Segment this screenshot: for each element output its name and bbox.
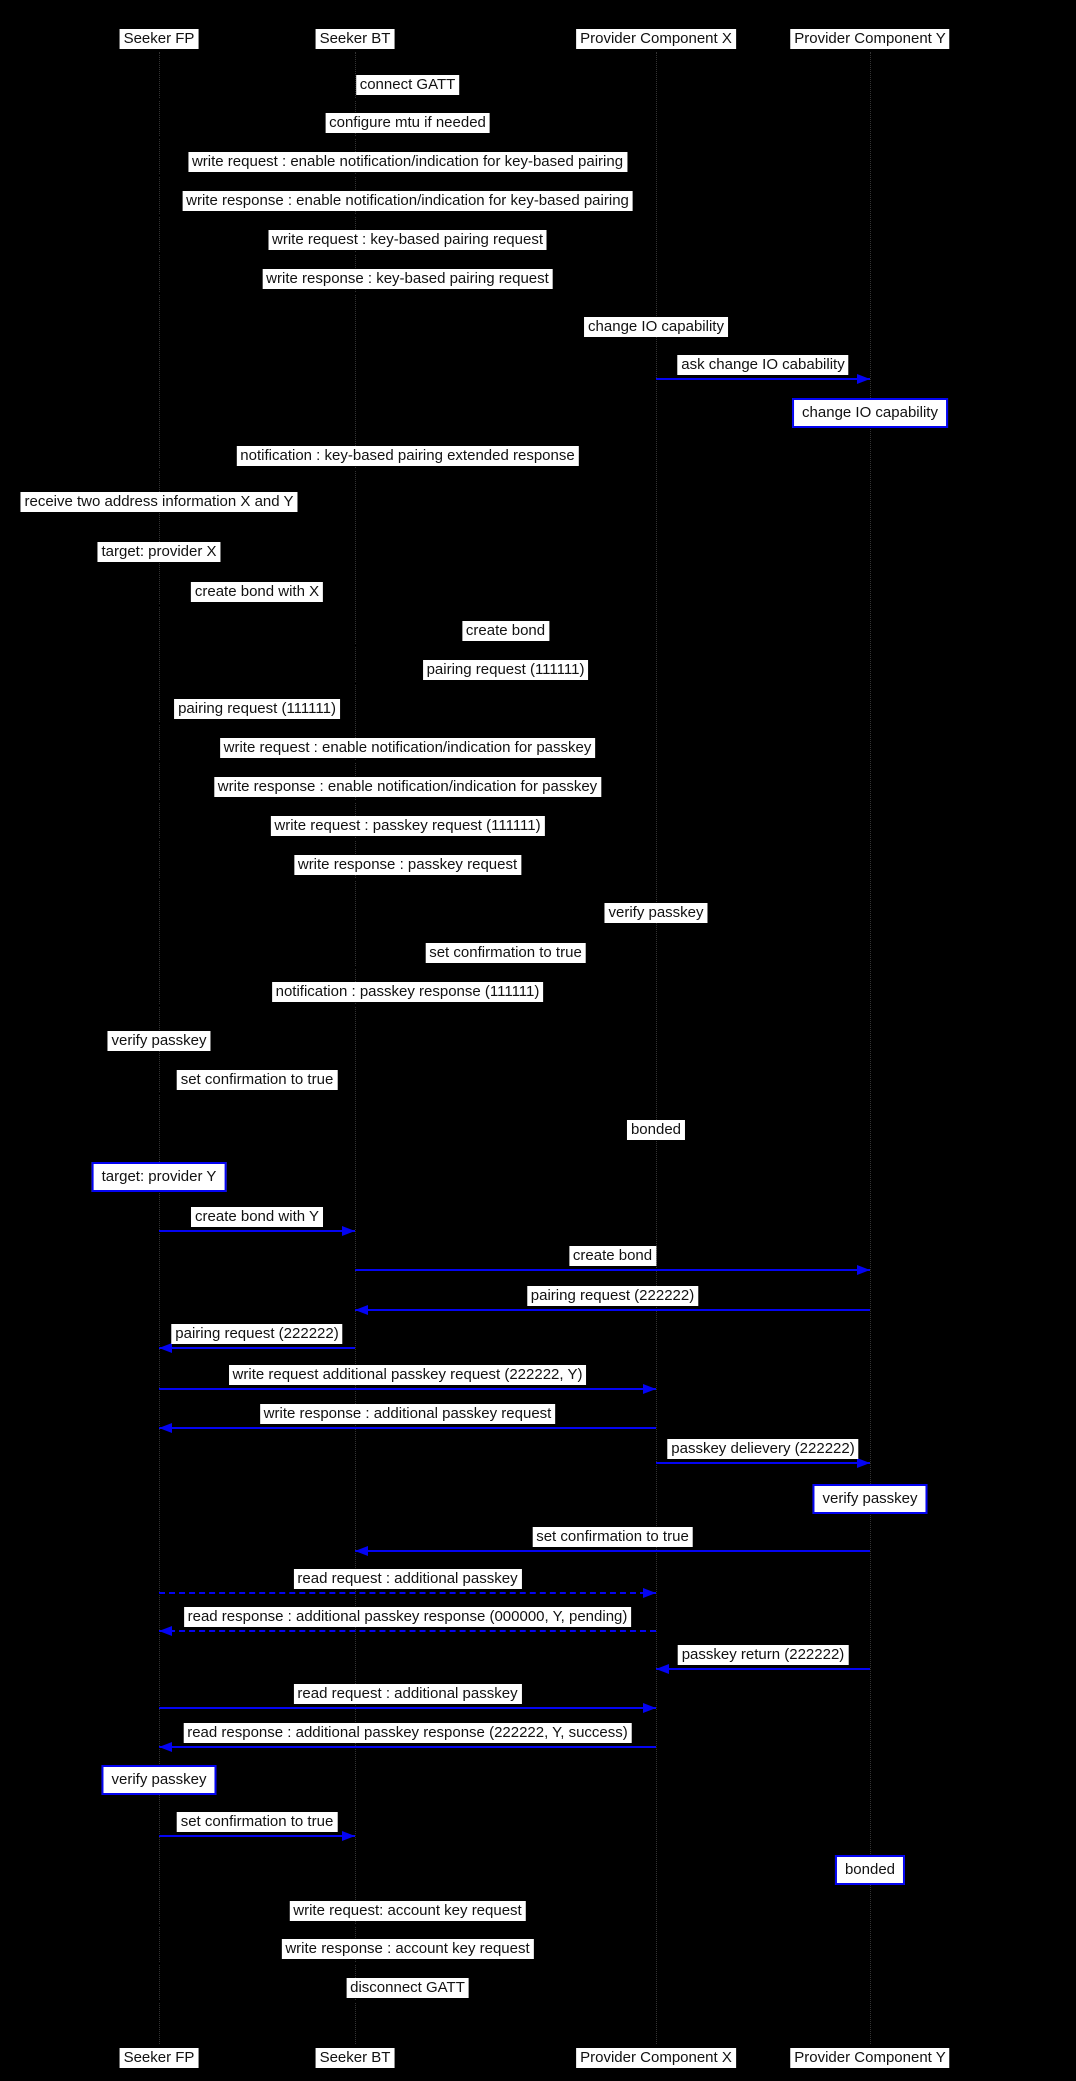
participant-bottom-provider_x: Provider Component X	[576, 2048, 736, 2068]
message-arrow-line	[159, 469, 656, 471]
message-arrowhead	[643, 249, 656, 259]
message-arrowhead	[643, 1588, 656, 1598]
message-label: write request: account key request	[289, 1901, 525, 1921]
message-label: pairing request (222222)	[527, 1286, 698, 1306]
message-label: write request additional passkey request (222222, Y)	[229, 1365, 587, 1385]
message-arrow-line	[159, 839, 656, 841]
message-arrow-line	[355, 1309, 870, 1311]
message-arrowhead	[159, 874, 172, 884]
message-arrow-line	[159, 214, 656, 216]
message-arrow-line	[159, 1005, 656, 1007]
participant-bottom-provider_y: Provider Component Y	[790, 2048, 949, 2068]
message-arrowhead	[159, 1001, 172, 1011]
message-label: set confirmation to true	[532, 1527, 693, 1547]
message-arrowhead	[857, 1458, 870, 1468]
lifeline-provider_y	[870, 52, 871, 2044]
note-box: bonded	[835, 1855, 905, 1885]
message-label: write request : passkey request (111111)	[270, 816, 544, 836]
message-label: write request : enable notification/indication for passkey	[220, 738, 596, 758]
message-arrow-line	[159, 761, 656, 763]
message-arrowhead	[355, 1546, 368, 1556]
message-arrow-line	[656, 378, 870, 380]
message-label: create bond	[462, 621, 549, 641]
message-label: pairing request (111111)	[174, 699, 340, 719]
self-message-label: receive two address information X and Y	[20, 492, 297, 512]
message-arrowhead	[159, 1343, 172, 1353]
message-label: configure mtu if needed	[325, 113, 490, 133]
message-arrow-line	[355, 1269, 870, 1271]
message-label: write response : enable notification/indication for key-based pairing	[182, 191, 633, 211]
message-label: passkey delievery (222222)	[667, 1439, 858, 1459]
message-arrow-line	[355, 644, 656, 646]
message-label: create bond with X	[191, 582, 323, 602]
message-label: connect GATT	[356, 75, 460, 95]
message-arrowhead	[342, 1226, 355, 1236]
message-arrow-line	[159, 722, 355, 724]
message-arrow-line	[159, 1924, 656, 1926]
message-label: passkey return (222222)	[678, 1645, 849, 1665]
message-label: read request : additional passkey	[293, 1569, 521, 1589]
message-arrowhead	[159, 1423, 172, 1433]
message-arrowhead	[643, 1997, 656, 2007]
message-label: notification : key-based pairing extended response	[236, 446, 578, 466]
message-arrowhead	[643, 1703, 656, 1713]
message-arrow-line	[159, 1427, 656, 1429]
message-label: disconnect GATT	[346, 1978, 469, 1998]
message-label: write response : additional passkey request	[260, 1404, 556, 1424]
message-label: set confirmation to true	[177, 1812, 338, 1832]
message-arrow-line	[159, 1962, 656, 1964]
message-label: read request : additional passkey	[293, 1684, 521, 1704]
self-message-label: change IO capability	[584, 317, 728, 337]
participant-bottom-seeker_bt: Seeker BT	[316, 2048, 395, 2068]
message-label: create bond with Y	[191, 1207, 323, 1227]
message-arrowhead	[643, 835, 656, 845]
message-label: pairing request (111111)	[423, 660, 589, 680]
participant-top-provider_x: Provider Component X	[576, 29, 736, 49]
message-arrow-line	[159, 1093, 355, 1095]
message-arrow-line	[159, 136, 656, 138]
message-arrow-line	[159, 878, 656, 880]
message-arrow-line	[159, 1347, 355, 1349]
message-arrowhead	[159, 210, 172, 220]
message-arrow-line	[656, 1462, 870, 1464]
message-arrowhead	[355, 679, 368, 689]
note-box: target: provider Y	[92, 1162, 227, 1192]
self-message-label: verify passkey	[604, 903, 707, 923]
message-label: write response : passkey request	[294, 855, 521, 875]
message-arrowhead	[643, 757, 656, 767]
message-arrow-line	[159, 175, 656, 177]
message-arrowhead	[159, 1958, 172, 1968]
message-label: pairing request (222222)	[171, 1324, 342, 1344]
message-arrow-line	[159, 1388, 656, 1390]
message-arrow-line	[159, 253, 656, 255]
message-arrowhead	[159, 1626, 172, 1636]
self-message-label: verify passkey	[107, 1031, 210, 1051]
message-arrow-line	[159, 1230, 355, 1232]
message-arrowhead	[159, 465, 172, 475]
message-arrowhead	[159, 718, 172, 728]
message-arrow-line	[159, 292, 656, 294]
message-arrowhead	[342, 601, 355, 611]
message-label: write response : key-based pairing request	[262, 269, 553, 289]
self-message-label: bonded	[627, 1120, 685, 1140]
message-arrowhead	[643, 132, 656, 142]
message-arrow-line	[159, 2001, 656, 2003]
message-label: read response : additional passkey response (000000, Y, pending)	[184, 1607, 632, 1627]
message-arrowhead	[342, 1089, 355, 1099]
message-label: notification : passkey response (111111)	[272, 982, 544, 1002]
message-arrowhead	[159, 796, 172, 806]
message-arrow-line	[159, 605, 355, 607]
message-label: ask change IO cabability	[677, 355, 848, 375]
message-label: read response : additional passkey response (222222, Y, success)	[183, 1723, 632, 1743]
lifeline-provider_x	[656, 52, 657, 2044]
note-box: change IO capability	[792, 398, 948, 428]
note-box: verify passkey	[812, 1484, 927, 1514]
message-label: write response : enable notification/indication for passkey	[214, 777, 601, 797]
participant-top-provider_y: Provider Component Y	[790, 29, 949, 49]
message-arrow-line	[656, 1668, 870, 1670]
message-label: write response : account key request	[281, 1939, 533, 1959]
message-arrowhead	[643, 640, 656, 650]
note-box: verify passkey	[101, 1765, 216, 1795]
self-message-label: target: provider X	[97, 542, 220, 562]
participant-bottom-seeker_fp: Seeker FP	[120, 2048, 199, 2068]
message-arrowhead	[656, 1664, 669, 1674]
message-arrowhead	[643, 171, 656, 181]
message-label: set confirmation to true	[177, 1070, 338, 1090]
message-label: create bond	[569, 1246, 656, 1266]
message-arrow-line	[159, 800, 656, 802]
message-label: write request : key-based pairing request	[268, 230, 547, 250]
message-arrow-line	[159, 1592, 656, 1594]
message-arrowhead	[643, 94, 656, 104]
participant-top-seeker_fp: Seeker FP	[120, 29, 199, 49]
message-arrow-line	[355, 1550, 870, 1552]
message-label: write request : enable notification/indication for key-based pairing	[188, 152, 627, 172]
message-arrowhead	[159, 1742, 172, 1752]
message-arrow-line	[355, 683, 656, 685]
message-arrow-line	[355, 966, 656, 968]
message-arrowhead	[355, 1305, 368, 1315]
message-arrow-line	[159, 1630, 656, 1632]
message-arrowhead	[355, 962, 368, 972]
message-arrow-line	[159, 98, 656, 100]
message-arrowhead	[342, 1831, 355, 1841]
message-label: set confirmation to true	[425, 943, 586, 963]
message-arrowhead	[159, 288, 172, 298]
message-arrow-line	[159, 1746, 656, 1748]
message-arrowhead	[643, 1384, 656, 1394]
message-arrow-line	[159, 1707, 656, 1709]
message-arrowhead	[643, 1920, 656, 1930]
message-arrowhead	[857, 1265, 870, 1275]
message-arrow-line	[159, 1835, 355, 1837]
message-arrowhead	[857, 374, 870, 384]
participant-top-seeker_bt: Seeker BT	[316, 29, 395, 49]
